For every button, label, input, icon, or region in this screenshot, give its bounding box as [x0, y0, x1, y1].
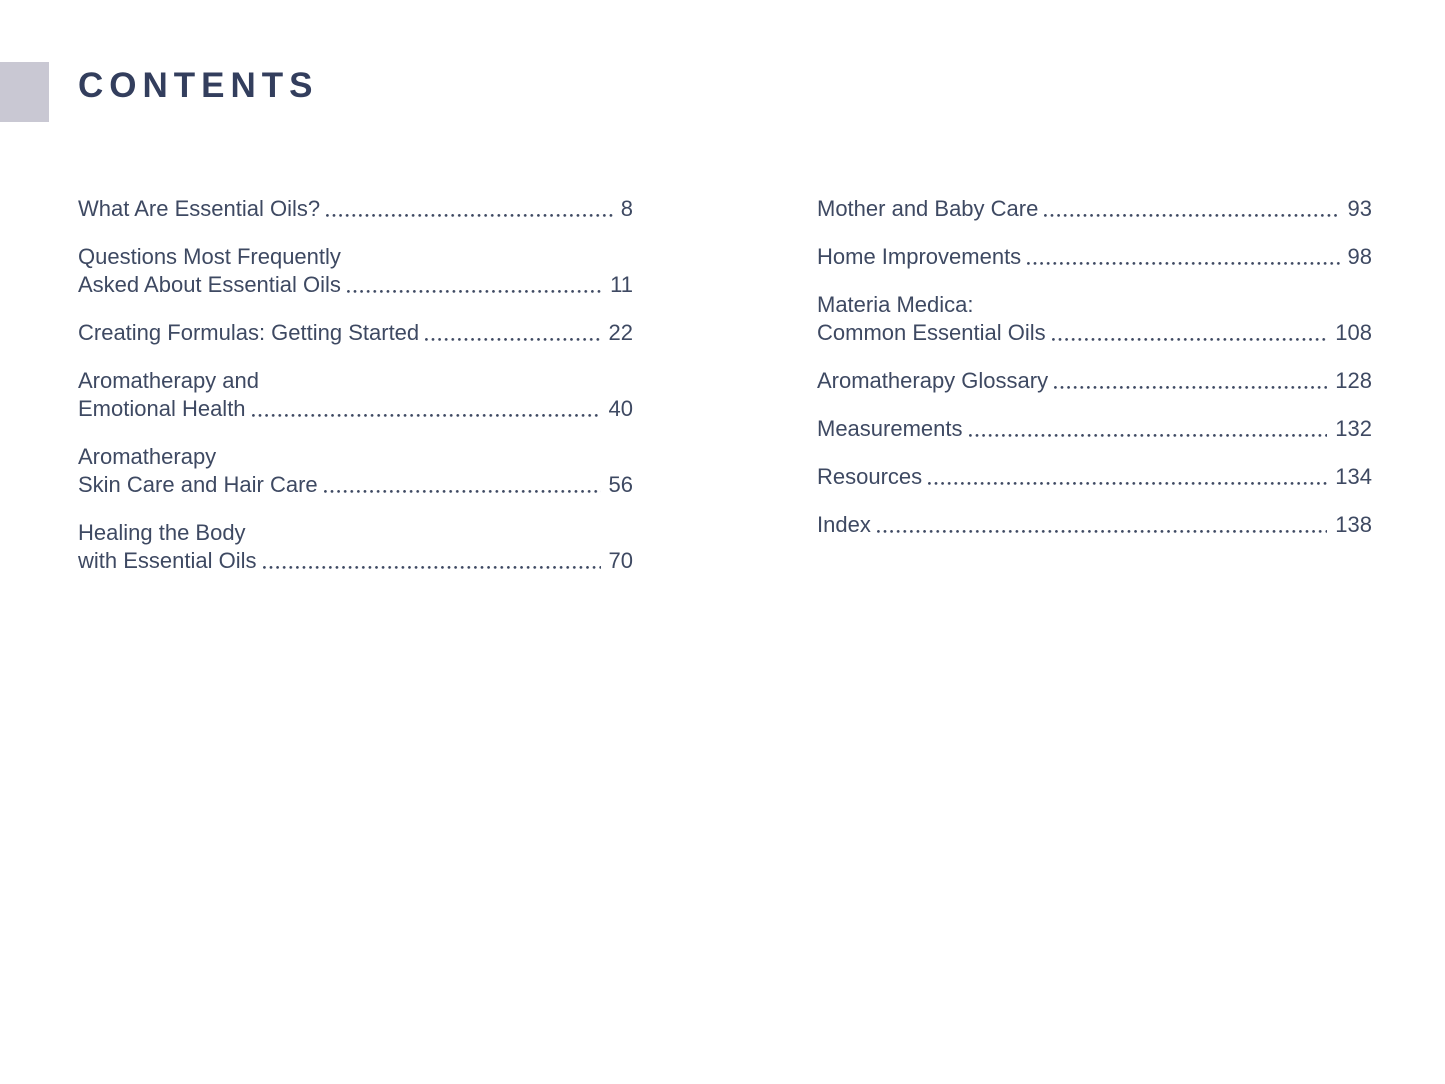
toc-page-number: 40 [608, 396, 633, 421]
toc-entry-title: with Essential Oils [78, 548, 257, 573]
toc-entry-last-line [817, 367, 1372, 395]
toc-entry-last-line [78, 395, 633, 423]
toc-entry-last-line [78, 547, 633, 575]
toc-column-right [817, 195, 1372, 595]
toc-entry [78, 319, 633, 347]
toc-entry-title: Asked About Essential Oils [78, 272, 341, 297]
dot-leader [1038, 195, 1343, 223]
toc-page-number: 22 [608, 320, 633, 345]
dot-leader [246, 395, 605, 423]
toc-entry-title-line: Materia Medica: [817, 292, 974, 317]
dot-leader [320, 195, 617, 223]
toc-entry [817, 415, 1372, 443]
dot-leader [1048, 367, 1331, 395]
toc-entry [817, 463, 1372, 491]
toc-entry-title: Common Essential Oils [817, 320, 1046, 345]
toc-entry [817, 195, 1372, 223]
toc-page-number: 11 [610, 272, 633, 297]
toc-entry-title: Creating Formulas: Getting Started [78, 320, 420, 345]
toc-entry [817, 367, 1372, 395]
toc-entry-last-line [817, 511, 1372, 539]
toc-entry-last-line [78, 271, 633, 299]
dot-leader [341, 271, 606, 299]
dot-leader [871, 511, 1331, 539]
toc-entry-last-line [817, 463, 1372, 491]
toc-entry [78, 519, 633, 575]
toc-entry [78, 195, 633, 223]
toc-entry-title: Emotional Health [78, 396, 246, 421]
toc-page-number: 8 [620, 196, 633, 221]
toc-entry [817, 243, 1372, 271]
page-title: CONTENTS [78, 66, 319, 105]
toc-entry [817, 511, 1372, 539]
toc-entry-title: Home Improvements [817, 244, 1022, 269]
toc-entry-title: Mother and Baby Care [817, 196, 1039, 221]
toc-entry-title: Skin Care and Hair Care [78, 472, 318, 497]
toc-page-number: 108 [1335, 320, 1372, 345]
toc-page-number: 93 [1347, 196, 1372, 221]
toc-page-number: 128 [1335, 368, 1372, 393]
toc-page-number: 138 [1335, 512, 1372, 537]
toc-page-number: 70 [608, 548, 633, 573]
toc-entry-last-line [817, 195, 1372, 223]
toc-page-number: 56 [608, 472, 633, 497]
toc-page-number: 132 [1335, 416, 1372, 441]
toc-columns [78, 195, 1372, 595]
toc-entry-title-line: Questions Most Frequently [78, 244, 341, 269]
toc-entry-last-line [78, 319, 633, 347]
toc-entry-title-line: Aromatherapy and [78, 368, 259, 393]
dot-leader [1046, 319, 1332, 347]
decorative-corner-square [0, 62, 49, 122]
toc-entry [78, 443, 633, 499]
dot-leader [963, 415, 1332, 443]
toc-entry-title: Resources [817, 464, 923, 489]
toc-page-number: 98 [1347, 244, 1372, 269]
toc-entry [78, 243, 633, 299]
dot-leader [419, 319, 604, 347]
toc-entry-last-line [817, 319, 1372, 347]
toc-entry-title: What Are Essential Oils? [78, 196, 321, 221]
dot-leader [318, 471, 605, 499]
toc-entry [817, 291, 1372, 347]
dot-leader [922, 463, 1331, 491]
toc-entry-title-line: Healing the Body [78, 520, 246, 545]
toc-entry-title: Index [817, 512, 871, 537]
toc-entry-last-line [817, 243, 1372, 271]
toc-entry-last-line [817, 415, 1372, 443]
toc-entry-title: Aromatherapy Glossary [817, 368, 1049, 393]
toc-column-left [78, 195, 633, 595]
toc-entry-last-line [78, 471, 633, 499]
toc-entry-title-line: Aromatherapy [78, 444, 217, 469]
toc-entry-last-line [78, 195, 633, 223]
toc-entry [78, 367, 633, 423]
toc-entry-title: Measurements [817, 416, 963, 441]
dot-leader [257, 547, 605, 575]
dot-leader [1021, 243, 1343, 271]
toc-page-number: 134 [1335, 464, 1372, 489]
